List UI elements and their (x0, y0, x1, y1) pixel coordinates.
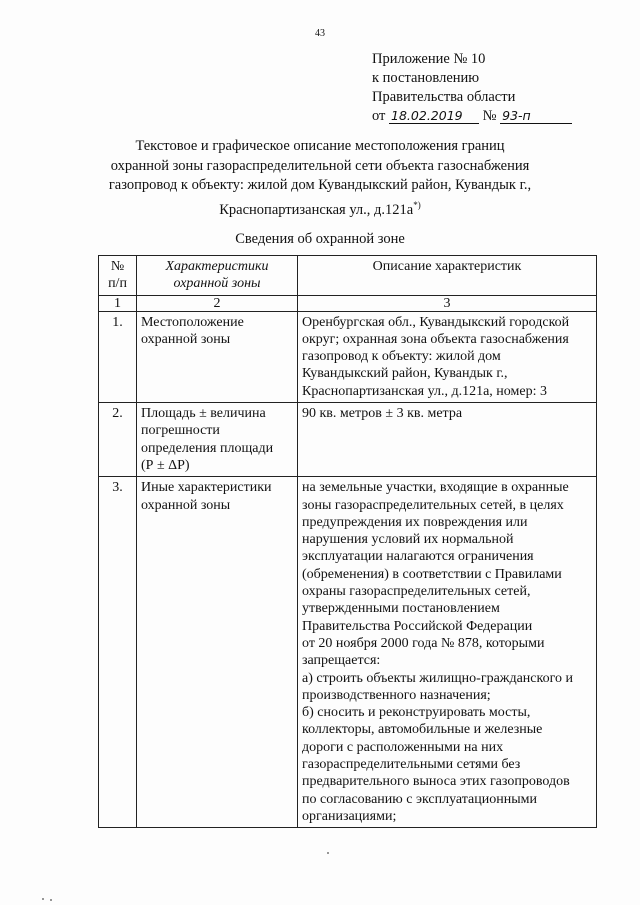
desc-line: производственного назначения; (302, 687, 491, 703)
header-col-number (99, 256, 137, 296)
desc-line: организациями; (302, 808, 397, 824)
desc-line: запрещается: (302, 653, 381, 669)
desc-line: дороги с расположенными на них (302, 739, 504, 755)
desc-line: газораспределительными сетями без (302, 757, 521, 773)
document-title (60, 137, 580, 220)
title-line-4-text: Краснопартизанская ул., д.121а (219, 201, 414, 218)
appendix-from-label: от (372, 108, 386, 124)
row-number: 3. (99, 477, 137, 828)
char-line: Местоположение (141, 314, 244, 330)
desc-line: округ; охранная зона объекта газоснабжения (302, 331, 569, 347)
desc-line: Кувандыкский район, Кувандык г., (302, 366, 508, 382)
desc-line: коллекторы, автомобильные и железные (302, 722, 543, 738)
table-row (99, 403, 597, 477)
row-description (298, 311, 597, 402)
appendix-line-2: к постановлению (372, 70, 480, 86)
appendix-line-3: Правительства области (372, 89, 516, 105)
page-number: 43 (315, 28, 325, 39)
title-line-2: охранной зоны газораспределительной сети объекта газоснабжения (110, 157, 530, 174)
char-line: (Р ± ΔР) (141, 457, 190, 473)
char-line: погрешности (141, 423, 220, 439)
title-line-1: Текстовое и графическое описание местоположения границ (135, 138, 505, 154)
desc-line: Правительства Российской Федерации (302, 618, 533, 634)
section-subtitle: Сведения об охранной зоне (235, 231, 405, 247)
char-line: охранной зоны (141, 497, 231, 513)
header-col-characteristics (137, 256, 298, 296)
char-line: Иные характеристики (141, 480, 272, 496)
appendix-date-line (372, 107, 572, 126)
desc-line: охраны газораспределительных сетей, (302, 584, 531, 600)
title-line-3: газопровод к объекту: жилой дом Кувандыкский район, Кувандык г., (108, 177, 532, 193)
column-number-row (99, 295, 597, 311)
desc-line: от 20 ноября 2000 года № 878, которыми (302, 635, 545, 651)
desc-line: по согласованию с эксплуатационными (302, 791, 537, 807)
column-number-1: 1 (99, 295, 137, 311)
appendix-date-handwritten: 18.02.2019 (389, 109, 479, 124)
scan-speck (327, 852, 329, 854)
row-number: 1. (99, 311, 137, 402)
desc-line: а) строить объекты жилищно-гражданского и (302, 670, 573, 686)
appendix-number-handwritten: 93-п (500, 109, 572, 124)
row-characteristic (137, 403, 298, 477)
desc-line: б) сносить и реконструировать мосты, (302, 705, 531, 721)
row-description (298, 403, 597, 477)
table-header-row (99, 256, 597, 296)
desc-line: 90 кв. метров ± 3 кв. метра (302, 406, 463, 422)
footnote-mark: *) (413, 199, 421, 210)
desc-line: Оренбургская обл., Кувандыкский городской (302, 314, 570, 330)
row-characteristic (137, 477, 298, 828)
desc-line: утвержденными постановлением (302, 601, 500, 617)
desc-line: предупреждения их повреждения или (302, 514, 528, 530)
header-col-description: Описание характеристик (298, 256, 597, 296)
row-number: 2. (99, 403, 137, 477)
desc-line: зоны газораспределительных сетей, в целях (302, 497, 564, 513)
char-line: определения площади (141, 440, 274, 456)
char-line: охранной зоны (141, 331, 231, 347)
desc-line: эксплуатации налагаются ограничения (302, 549, 534, 565)
desc-line: (обременения) в соответствии с Правилами (302, 566, 562, 582)
appendix-block (372, 50, 572, 126)
header-number-line-2: п/п (108, 276, 127, 292)
scan-speck (42, 898, 44, 900)
desc-line: Краснопартизанская ул., д.121а, номер: 3 (302, 383, 547, 399)
row-description (298, 477, 597, 828)
desc-line: предварительного выноса этих газопроводов (302, 774, 570, 790)
appendix-number-label: № (482, 108, 497, 124)
appendix-line-1: Приложение № 10 (372, 51, 486, 67)
desc-line: на земельные участки, входящие в охранные (302, 480, 569, 496)
table-row (99, 311, 597, 402)
header-characteristics-line-1: Характеристики (165, 259, 269, 274)
row-characteristic (137, 311, 298, 402)
header-number-line-1: № (110, 259, 125, 274)
header-characteristics-line-2: охранной зоны (173, 276, 261, 292)
column-number-3: 3 (298, 295, 597, 311)
desc-line: газопровод к объекту: жилой дом (302, 349, 501, 365)
table-row (99, 477, 597, 828)
char-line: Площадь ± величина (141, 406, 266, 422)
scan-speck (50, 899, 52, 901)
column-number-2: 2 (137, 295, 298, 311)
desc-line: нарушения условий их нормальной (302, 532, 514, 548)
zone-info-table (98, 255, 597, 828)
title-line-4 (60, 196, 580, 220)
